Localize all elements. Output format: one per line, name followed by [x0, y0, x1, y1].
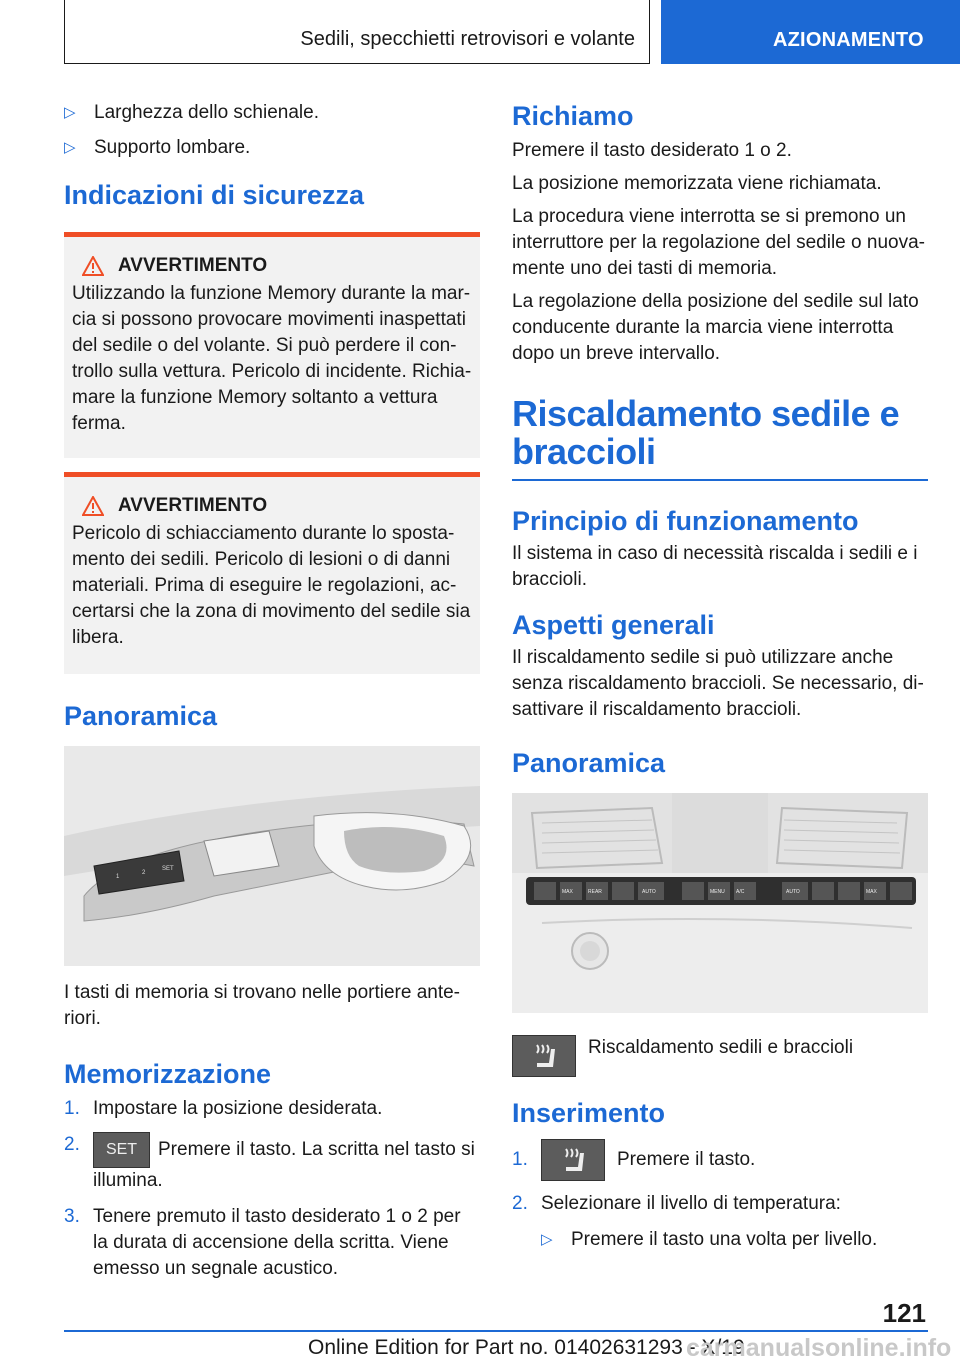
footer-watermark: carmanualsonline.info	[686, 1334, 952, 1362]
page-header	[0, 0, 960, 66]
recall-paragraph: La posizione memorizzata viene richiamata.	[512, 173, 882, 194]
console-label-menu: MENU	[710, 889, 725, 895]
list-item: ▷ Supporto lombare.	[64, 135, 480, 161]
memorize-heading: Memorizzazione	[64, 1059, 272, 1089]
seat-heating-icon	[541, 1139, 605, 1181]
footer-rule	[64, 1330, 928, 1332]
console-label-ac: A/C	[736, 889, 745, 895]
warning-triangle-icon	[82, 496, 104, 516]
list-item: ▷ Premere il tasto una volta per livello.	[541, 1227, 928, 1253]
triangle-bullet-icon: ▷	[64, 139, 76, 156]
door-key-set-label: SET	[162, 866, 174, 872]
header-section-title: Sedili, specchietti retrovisori e volante	[64, 0, 650, 64]
recall-heading: Richiamo	[512, 101, 634, 131]
list-item: 2. Selezionare il livello di temperatura:	[512, 1193, 841, 1214]
console-label-auto: AUTO	[642, 889, 656, 895]
overview-text: I tasti di memoria si trovano nelle portiere ante-riori.	[64, 982, 461, 1029]
list-item: ▷ Larghezza dello schienale.	[64, 100, 480, 126]
left-column	[64, 100, 480, 1292]
principle-text: Il sistema in caso di necessità riscalda i sedili e i braccioli.	[512, 543, 918, 590]
page-number: 121	[882, 1298, 926, 1328]
seat-heating-icon	[512, 1035, 576, 1077]
climate-console-image	[512, 793, 928, 1013]
door-memory-buttons-image	[64, 746, 480, 966]
overview-heading: Panoramica	[512, 748, 666, 778]
warning-text: Pericolo di schiacciamento durante lo sposta-mento dei sedili. Pericolo di lesioni o di danni materiali. Prima di eseguire le regolazioni, ac-certarsi che la zona di movimento del sedile sia libera.	[72, 523, 471, 648]
warning-box	[64, 232, 480, 458]
right-column	[512, 100, 928, 1262]
safety-heading: Indicazioni di sicurezza	[64, 180, 365, 210]
set-key-icon: SET	[93, 1132, 150, 1168]
overview-heading: Panoramica	[64, 701, 218, 731]
recall-paragraph: Premere il tasto desiderato 1 o 2.	[512, 140, 792, 161]
list-item: 3. Tenere premuto il tasto desiderato 1 o 2 per la durata di accensione della scritta. Viene emesso un segnale acustico.	[64, 1206, 461, 1279]
warning-title: AVVERTIMENTO	[118, 255, 268, 276]
general-heading: Aspetti generali	[512, 610, 715, 640]
door-key-1-label: 1	[116, 874, 120, 880]
heating-heading: Riscaldamento sedile e braccioli	[512, 395, 928, 481]
warning-title: AVVERTIMENTO	[118, 495, 268, 516]
console-label-max: MAX	[562, 889, 573, 895]
footer-edition: Online Edition for Part no. 01402631293 - X/19	[308, 1336, 745, 1359]
triangle-bullet-icon: ▷	[64, 104, 76, 121]
header-chapter-tab: AZIONAMENTO	[661, 0, 960, 64]
console-label-max-right: MAX	[866, 889, 877, 895]
warning-text: Utilizzando la funzione Memory durante la mar-cia si possono provocare movimenti inaspettati del sedile o del volante. Si può perdere il con-trollo sulla vettura. Pericolo di incidente. Richia-mare la funzione Memory soltanto a vettura ferma.	[72, 283, 472, 434]
list-item: 1. Impostare la posizione desiderata.	[64, 1098, 383, 1119]
console-label-auto-right: AUTO	[786, 889, 800, 895]
list-item: 1. Premere il tasto.	[512, 1139, 928, 1181]
icon-caption: Riscaldamento sedili e braccioli	[588, 1037, 854, 1058]
recall-paragraph: La regolazione della posizione del sedile sul lato conducente durante la marcia viene interrotta dopo un breve intervallo.	[512, 291, 919, 364]
insert-heading: Inserimento	[512, 1098, 666, 1128]
warning-box	[64, 472, 480, 674]
principle-heading: Principio di funzionamento	[512, 506, 859, 536]
list-item: 2. SET Premere il tasto. La scritta nel tasto si illumina.	[64, 1134, 475, 1191]
warning-triangle-icon	[82, 256, 104, 276]
door-key-2-label: 2	[142, 870, 146, 876]
general-text: Il riscaldamento sedile si può utilizzare anche senza riscaldamento braccioli. Se necessario, di-sattivare il riscaldamento braccioli.	[512, 647, 924, 720]
console-label-rear: REAR	[588, 889, 602, 895]
triangle-bullet-icon: ▷	[541, 1231, 553, 1248]
recall-paragraph: La procedura viene interrotta se si premono un interruttore per la regolazione del sedile o nuova-mente uno dei tasti di memoria.	[512, 206, 925, 279]
